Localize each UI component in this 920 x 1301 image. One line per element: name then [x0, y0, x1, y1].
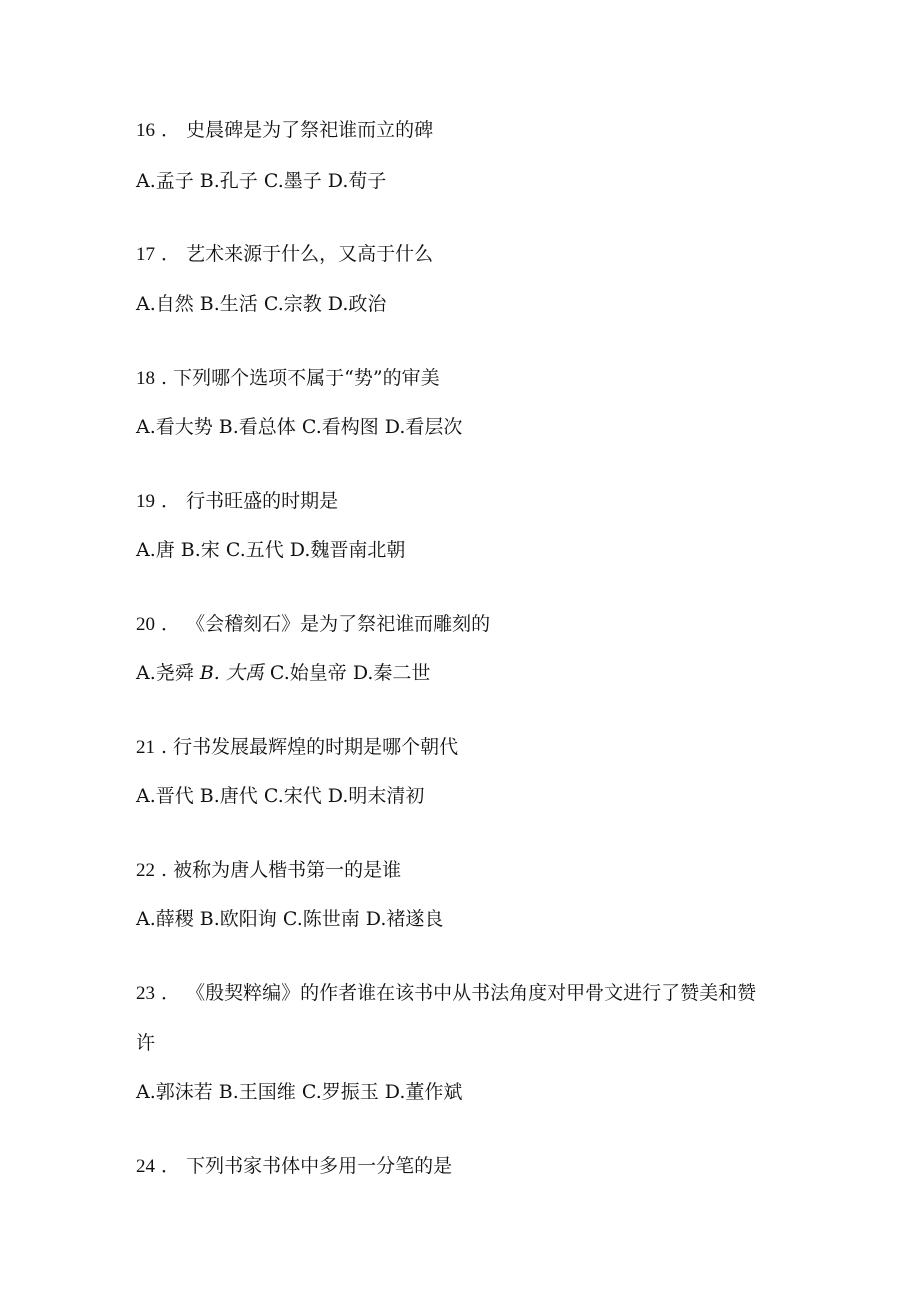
question-separator: .: [161, 736, 168, 758]
question-19-options: A.唐 B.宋 C.五代 D.魏晋南北朝: [136, 539, 406, 561]
question-number: 19: [136, 491, 155, 512]
options-part: A.尧舜: [136, 662, 200, 684]
question-text: 下列书家书体中多用一分笔的是: [186, 1155, 453, 1177]
question-20: [136, 612, 490, 637]
question-text: 《殷契粹编》的作者谁在该书中从书法角度对甲骨文进行了赞美和赞: [186, 982, 757, 1004]
question-number: 22: [136, 860, 155, 881]
question-23: [136, 981, 756, 1006]
question-text: 《会稽刻石》是为了祭祀谁而雕刻的: [186, 613, 491, 635]
question-text: 下列哪个选项不属于“势”的审美: [173, 367, 440, 389]
question-number: 24: [136, 1156, 155, 1177]
question-16-options: A.孟子 B.孔子 C.墨子 D.荀子: [136, 170, 387, 192]
question-22: [136, 858, 401, 883]
options-part: C.始皇帝 D.秦二世: [263, 662, 431, 684]
question-23-options: A.郭沫若 B.王国维 C.罗振玉 D.董作斌: [136, 1081, 463, 1103]
question-20-options: [136, 661, 430, 685]
question-21-options: A.晋代 B.唐代 C.宋代 D.明末清初: [136, 785, 425, 807]
question-number: 18: [136, 368, 155, 389]
question-separator: ．: [161, 490, 181, 512]
question-separator: ．: [161, 613, 181, 635]
question-number: 17: [136, 244, 155, 265]
question-24: [136, 1154, 452, 1179]
question-separator: ．: [161, 982, 181, 1004]
question-19: [136, 489, 338, 514]
question-separator: .: [161, 859, 168, 881]
question-number: 20: [136, 614, 155, 635]
question-text: 行书发展最辉煌的时期是哪个朝代: [173, 736, 459, 758]
question-number: 16: [136, 120, 155, 141]
question-23-continuation: 许: [136, 1032, 156, 1054]
question-17: [136, 242, 433, 267]
question-text: 被称为唐人楷书第一的是谁: [173, 859, 402, 881]
question-18-options: A.看大势 B.看总体 C.看构图 D.看层次: [136, 416, 463, 438]
question-text: 行书旺盛的时期是: [186, 490, 339, 512]
options-part-italic: B. 大禹: [199, 662, 264, 684]
question-21: [136, 735, 458, 760]
question-number: 21: [136, 737, 155, 758]
question-text: 艺术来源于什么，又高于什么: [186, 243, 434, 265]
question-22-options: A.薛稷 B.欧阳询 C.陈世南 D.褚遂良: [136, 908, 444, 930]
question-separator: .: [161, 367, 168, 389]
question-separator: ．: [161, 1155, 181, 1177]
question-separator: ．: [161, 119, 181, 141]
question-16: [136, 118, 433, 143]
question-separator: ．: [161, 243, 181, 265]
question-17-options: A.自然 B.生活 C.宗教 D.政治: [136, 293, 387, 315]
question-number: 23: [136, 983, 155, 1004]
question-text: 史晨碑是为了祭祀谁而立的碑: [186, 119, 434, 141]
question-18: [136, 366, 440, 391]
